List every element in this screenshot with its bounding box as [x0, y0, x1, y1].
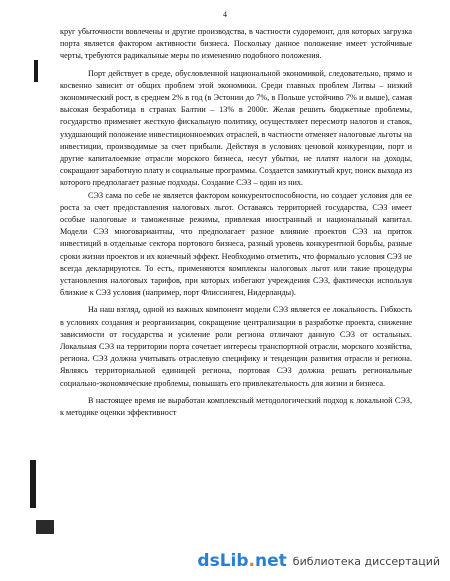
- paragraph-sez-factor: СЭЗ сама по себе не является фактором конкурентоспособности, но создает условия для ее роста за счет предоставления налоговых льгот. Оставаясь территорией государства, СЭЗ имеет особые налоговые и таможенные режимы, привлекая иностранный и национальный капитал. Модели СЭЗ многовариантны, что предполагает разное влияние проектов СЭЗ на приток инвестиций в отдельные сектора портового бизнеса, разный уровень конкурентной борьбы, разные сроки жизни проектов и их конечный эффект. Необходимо отметить, что формально условия СЭЗ не всегда декларируются. То есть, применяются комплексы налоговых льгот или такие процедуры установления налоговых тарифов, при которых избегают учреждения СЭЗ, фактически используя близкие к СЭЗ условия (например, порт Флиссинген, Нидерланды).: [60, 190, 412, 298]
- paragraph-port-economy: Порт действует в среде, обусловленной национальной экономикой, следовательно, прямо и косвенно зависит от общих проблем этой экономики. Среди главных проблем Литвы – низкий экономический рост, в среднем 2% в год (в Эстонии до 7%, в Польше устойчиво 7% и выше), самая высокая безработица в странах Балтии – 13% в 2000г. Желая решить бюджетные проблемы, государство применяет жесткую фискальную политику, осуществляет пересмотр налогов и ставок, ухудшающий положение инвестиционноемких отраслей, в частности отменяет налоговые льготы на инвестиции, производимые за счет прибыли. Действуя в условиях ценовой конкуренции, порт и другие капиталоемкие отрасли морского бизнеса, несут убытки, не платят налоги на доходы, сокращают заработную плату и социальные программы. Создается замкнутый круг, поиск выхода из которого предполагает разные подходы. Создание СЭЗ – один из них.: [60, 68, 412, 188]
- scan-shadow-corner: [36, 520, 54, 534]
- scan-shadow-top: [34, 60, 38, 82]
- document-body: [60, 26, 412, 419]
- paragraph-continuation: круг убыточности вовлечены и другие производства, в частности судоремонт, для которых загрузка порта является фактором активности бизнеса. Поскольку данное положение имеет устойчивые черты, требуются радикальные меры по изменению подобного положения.: [60, 27, 412, 61]
- watermark-caption: библиотека диссертаций: [292, 554, 440, 568]
- dslib-logo: [197, 551, 286, 571]
- paragraph-sez-locality: На наш взгляд, одной из важных компонент модели СЭЗ является ее локальность. Гибкость в условиях создания и реорганизации, сокращение централизации в разработке проекта, снижение зависимости от государства и усиление роли региона отличают данную СЭЗ от остальных. Локальная СЭЗ на территории порта сочетает интересы транспортной отрасли, морского хозяйства, региона. СЭЗ должна учитывать отраслевую специфику и тенденции развития отрасли и региона. Являясь территориальной единицей региона, портовая СЭЗ должна решать региональные социально-экономические проблемы, повышать его привлекательность для жизни и бизнеса.: [60, 305, 412, 388]
- logo-dot: .: [248, 551, 256, 571]
- scan-shadow-bottom: [30, 460, 36, 508]
- logo-tld-text: net: [255, 551, 287, 571]
- dslib-watermark[interactable]: [197, 551, 440, 571]
- logo-main-text: dsLib: [197, 551, 249, 571]
- paragraph-methodology: В настоящее время не выработан комплексный методологический подход к локальной СЭЗ, к методике оценки эффективност: [60, 395, 412, 418]
- page-number: 4: [223, 10, 227, 19]
